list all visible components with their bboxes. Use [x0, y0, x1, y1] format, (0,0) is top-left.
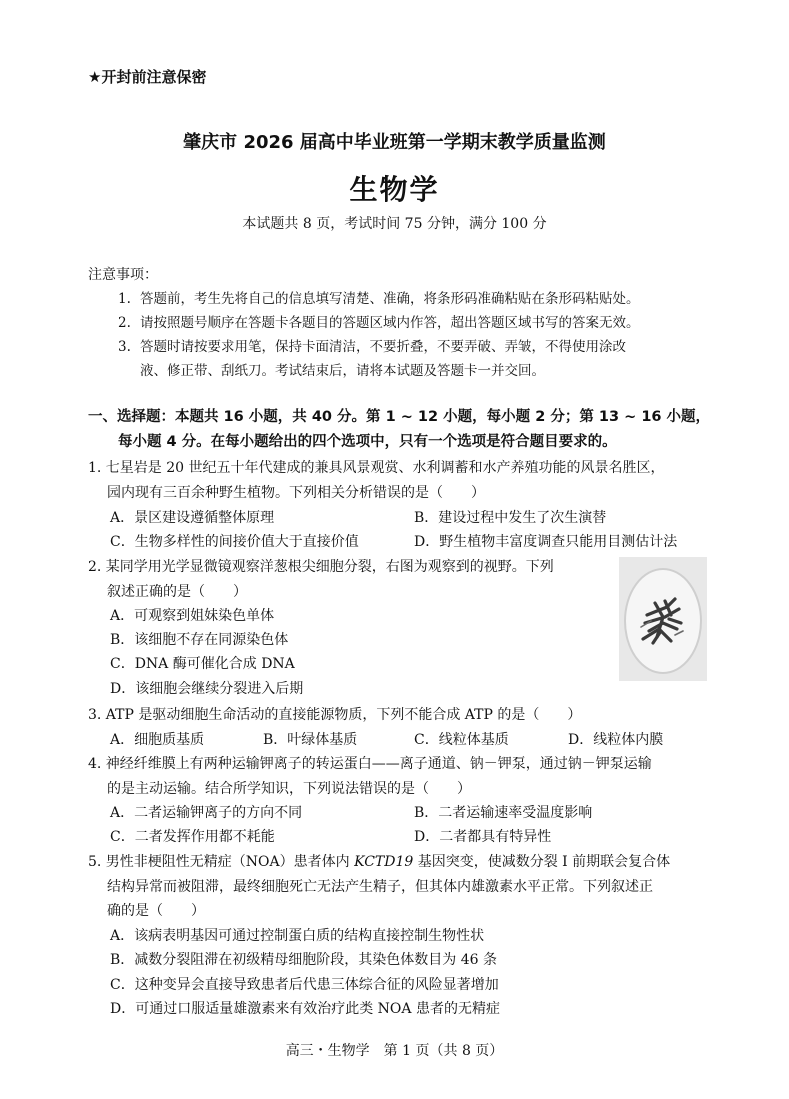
question-line: 2. 某同学用光学显微镜观察洋葱根尖细胞分裂，右图为观察到的视野。下列 — [88, 559, 554, 575]
option-a: A．可观察到姐妹染色单体 — [110, 608, 275, 624]
question-line — [88, 850, 713, 875]
exam-title: 肇庆市 2026 届高中毕业班第一学期末教学质量监测 — [183, 132, 606, 153]
question-3-stem — [88, 703, 713, 728]
confidential-notice: ★开封前注意保密 — [88, 68, 207, 86]
question-line: 的是主动运输。结合所学知识，下列说法错误的是（ ） — [107, 780, 471, 797]
question-line: 确的是（ ） — [107, 903, 205, 919]
question-line: 园内现有三百余种野生植物。下列相关分析错误的是（ ） — [107, 484, 485, 501]
dividing-cell-micrograph — [619, 557, 707, 681]
gene-name: KCTD19 — [354, 854, 414, 870]
subject-title: 生物学 — [349, 173, 440, 206]
notes-heading: 注意事项： — [88, 267, 158, 283]
question-line: 1. 七星岩是 20 世纪五十年代建成的兼具风景观赏、水利调蓄和水产养殖功能的风景名胜区， — [88, 460, 665, 476]
question-line: 结构异常而被阻滞，最终细胞死亡无法产生精子，但其体内雄激素水平正常。下列叙述正 — [107, 878, 653, 895]
option-a: A．该病表明基因可通过控制蛋白质的结构直接控制生物性状 — [110, 928, 485, 944]
question-text: 基因突变，使减数分裂 Ⅰ 前期联会复合体 — [413, 854, 671, 870]
note-number: 1. — [118, 291, 131, 307]
note-item — [118, 311, 708, 335]
note-number: 3. — [118, 339, 131, 355]
option-a: A．景区建设遵循整体原理 — [110, 510, 275, 526]
section-heading — [88, 405, 713, 455]
question-4-stem — [88, 752, 713, 801]
option-c: C．DNA 酶可催化合成 DNA — [110, 656, 295, 672]
option-a: A．二者运输钾离子的方向不同 — [110, 805, 303, 821]
exam-info: 本试题共 8 页，考试时间 75 分钟，满分 100 分 — [242, 216, 547, 232]
note-text: 答题时请按要求用笔，保持卡面清洁，不要折叠，不要弄破、弄皱，不得使用涂改 — [140, 339, 626, 355]
option-d: D．可通过口服适量雄激素来有效治疗此类 NOA 患者的无精症 — [110, 1001, 500, 1017]
option-b: B．二者运输速率受温度影响 — [414, 805, 593, 821]
question-line: 叙述正确的是（ ） — [107, 583, 247, 600]
option-c: C．二者发挥作用都不耗能 — [110, 829, 275, 845]
question-line: 4. 神经纤维膜上有两种运输钾离子的转运蛋白——离子通道、钠－钾泵，通过钠－钾泵运输 — [88, 756, 652, 772]
question-1-stem — [88, 456, 713, 505]
option-a: A．细胞质基质 — [110, 732, 205, 748]
option-d: D．二者都具有特异性 — [414, 829, 552, 845]
question-5-stem — [88, 850, 713, 924]
section-heading-line: 一、选择题：本题共 16 小题，共 40 分。第 1 ~ 12 小题，每小题 2 分；第 13 ~ 16 小题， — [88, 409, 711, 425]
question-text: 5. 男性非梗阻性无精症（NOA）患者体内 — [88, 854, 355, 870]
note-text: 答题前，考生先将自己的信息填写清楚、准确，将条形码准确粘贴在条形码粘贴处。 — [140, 291, 640, 307]
option-d: D．线粒体内膜 — [568, 732, 664, 748]
note-item — [118, 287, 708, 311]
section-heading-line: 每小题 4 分。在每小题给出的四个选项中，只有一个选项是符合题目要求的。 — [118, 434, 617, 450]
question-line: 3. ATP 是驱动细胞生命活动的直接能源物质，下列不能合成 ATP 的是（ ） — [88, 707, 582, 723]
note-item — [118, 335, 708, 383]
option-b: B．减数分裂阻滞在初级精母细胞阶段，其染色体数目为 46 条 — [110, 952, 498, 968]
option-b: B．建设过程中发生了次生演替 — [414, 510, 607, 526]
option-d: D．野生植物丰富度调查只能用目测估计法 — [414, 534, 678, 550]
micrograph-image — [619, 557, 707, 681]
option-c: C．生物多样性的间接价值大于直接价值 — [110, 534, 359, 550]
note-text-continued: 液、修正带、刮纸刀。考试结束后，请将本试题及答题卡一并交回。 — [140, 363, 545, 379]
page-footer: 高三・生物学 第 1 页（共 8 页） — [285, 1043, 504, 1059]
option-b: B．叶绿体基质 — [263, 732, 358, 748]
question-2-stem — [88, 555, 613, 604]
option-d: D．该细胞会继续分裂进入后期 — [110, 681, 304, 697]
option-c: C．线粒体基质 — [414, 732, 509, 748]
option-b: B．该细胞不存在同源染色体 — [110, 632, 289, 648]
note-text: 请按照题号顺序在答题卡各题目的答题区域内作答，超出答题区域书写的答案无效。 — [140, 315, 640, 331]
option-c: C．这种变异会直接导致患者后代患三体综合征的风险显著增加 — [110, 977, 499, 993]
note-number: 2. — [118, 315, 131, 331]
